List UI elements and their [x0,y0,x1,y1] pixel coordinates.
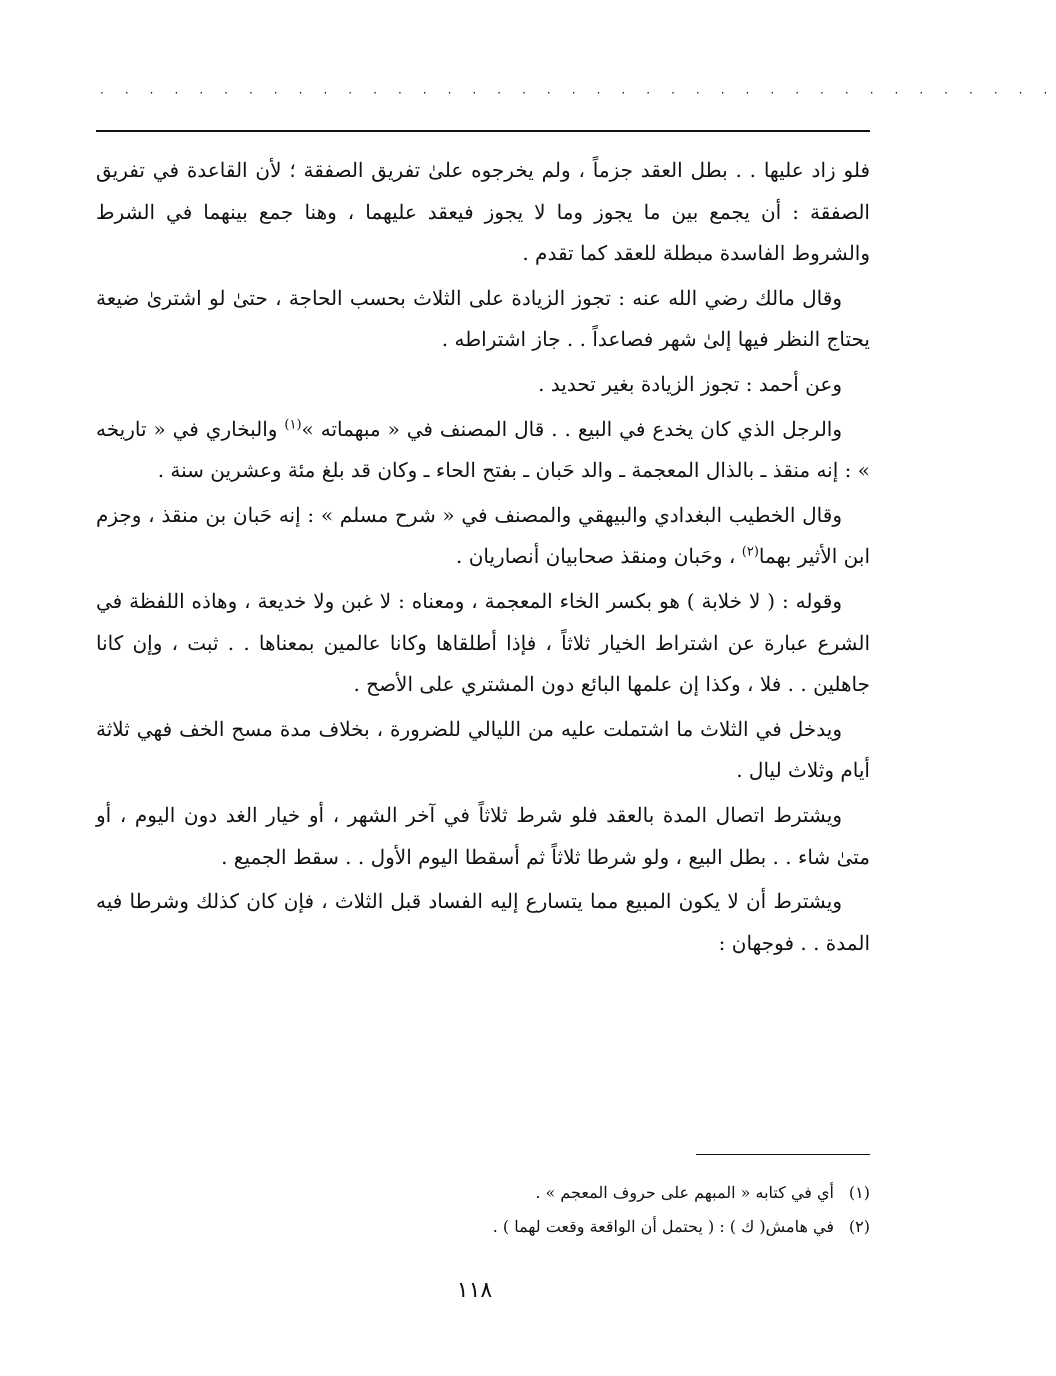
footnote-2-text: في هامش( ك ) : ( يحتمل أن الواقعة وقعت لهما ) . [492,1217,834,1236]
paragraph-6: وقوله : ( لا خلابة ) هو بكسر الخاء المعجمة ، ومعناه : لا غبن ولا خديعة ، وهاذه اللفظة في الشرع عبارة عن اشتراط الخيار ثلاثاً ، فإذا أطلقاها وكانا عالمين بمعناها . . ثبت ، وإن كانا جاهلين . . فلا ، وكذا إن علمها البائع دون المشتري على الأصح . [96,588,870,697]
page-number: ١١٨ [456,1278,493,1303]
footnote-1 [96,1176,870,1210]
footnote-rule [696,1154,870,1155]
footnote-1-number: (١) [848,1183,870,1202]
footnote-2-number: (٢) [848,1217,870,1236]
paragraph-1: فلو زاد عليها . . بطل العقد جزماً ، ولم يخرجوه علىٰ تفريق الصفقة ؛ لأن القاعدة في تفريق الصفقة : أن يجمع بين ما يجوز وما لا يجوز فيعقد عليهما ، وهنا جمع بينهما في الشرط والشروط الفاسدة مبطلة للعقد كما تقدم . [96,158,870,266]
paragraph-5-part-b: ، وحَبان ومنقذ صحابيان أنصاريان . [455,544,742,569]
paragraph-7: ويدخل في الثلاث ما اشتملت عليه من الليالي للضرورة ، بخلاف مدة مسح الخف فهي ثلاثة أيام وثلاث ليال . [96,716,870,783]
paragraph-4 [96,409,870,492]
paragraph-9: ويشترط أن لا يكون المبيع مما يتسارع إليه الفساد قبل الثلاث ، فإن كان كذلك وشرطا فيه المدة . . فوجهان : [96,889,870,955]
paragraph-4-part-a: والرجل الذي كان يخدع في البيع . . قال المصنف في « مبهماته » [301,416,843,441]
paragraph-2: وقال مالك رضي الله عنه : تجوز الزيادة على الثلاث بحسب الحاجة ، حتىٰ لو اشترىٰ ضيعة يحتاج النظر فيها إلىٰ شهر فصاعداً . . جاز اشتراطه . [96,285,870,352]
paragraph-4-part-b: والبخاري في « تاريخه » : إنه منقذ ـ بالذال المعجمة ـ والد حَبان ـ بفتح الحاء ـ وكان قد بلغ مئة وعشرين سنة . [96,416,870,483]
footnote-2 [96,1210,870,1244]
main-text [96,150,870,967]
paragraph-3: وعن أحمد : تجوز الزيادة بغير تحديد . [538,371,842,396]
footnotes [96,1176,870,1244]
header-dots: · · · · · · · · · · · · · · · · · · · · · · · · · · · · · · · · · · · · · · · [100,86,1056,100]
paragraph-5-part-a: وقال الخطيب البغدادي والبيهقي والمصنف في « شرح مسلم » : إنه حَبان بن منقذ ، وجزم ابن الأثير بهما [96,502,870,569]
header-rule [96,130,870,132]
paragraph-5 [96,495,870,578]
footnote-ref-1: (١) [284,416,302,432]
footnote-1-text: أي في كتابه « المبهم على حروف المعجم » . [535,1183,834,1202]
footnote-ref-2: (٢) [741,544,759,560]
paragraph-8: ويشترط اتصال المدة بالعقد فلو شرط ثلاثاً في آخر الشهر ، أو خيار الغد دون اليوم ، أو متىٰ شاء . . بطل البيع ، ولو شرطا ثلاثاً ثم أسقطا اليوم الأول . . سقط الجميع . [96,802,870,869]
